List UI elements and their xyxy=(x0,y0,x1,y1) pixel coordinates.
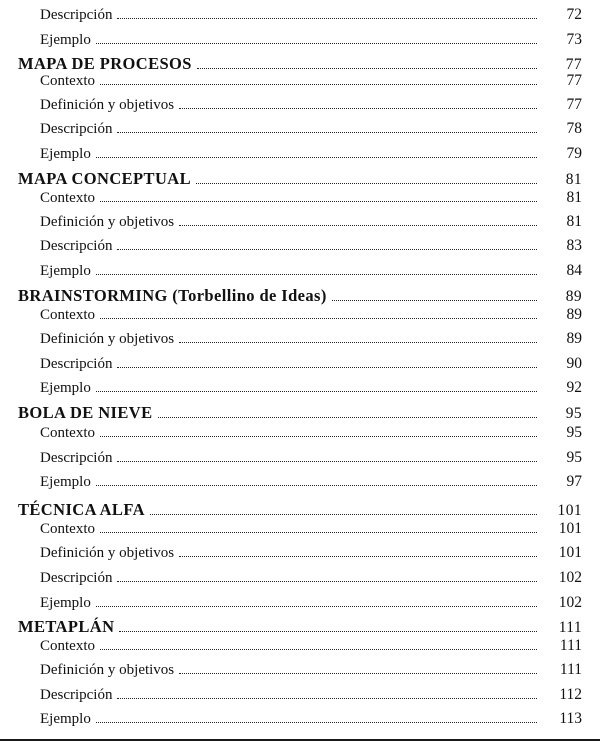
dot-leader xyxy=(117,581,537,582)
toc-entry-page: 102 xyxy=(558,594,582,611)
toc-entry xyxy=(40,120,582,142)
toc-entry-page: 90 xyxy=(566,355,582,372)
toc-entry xyxy=(40,637,582,659)
toc-entry-label: Definición y objetivos xyxy=(40,97,175,113)
dot-leader xyxy=(96,391,537,392)
dot-leader xyxy=(197,68,537,69)
toc-entry-label: Contexto xyxy=(40,425,95,441)
toc-entry-label: Ejemplo xyxy=(40,711,91,727)
toc-entry xyxy=(40,473,582,495)
dot-leader xyxy=(100,649,537,650)
toc-entry xyxy=(40,355,582,377)
toc-entry-page: 84 xyxy=(566,262,582,279)
toc-entry xyxy=(40,237,582,259)
toc-entry-page: 83 xyxy=(566,237,582,254)
dot-leader xyxy=(100,436,537,437)
dot-leader xyxy=(117,461,537,462)
toc-heading-label: BRAINSTORMING (Torbellino de Ideas) xyxy=(18,286,327,305)
toc-entry-page: 92 xyxy=(566,379,582,396)
toc-entry xyxy=(40,189,582,211)
toc-entry-page: 81 xyxy=(566,213,582,230)
toc-entry-page: 101 xyxy=(558,520,582,537)
dot-leader xyxy=(179,342,537,343)
toc-entry xyxy=(40,710,582,732)
toc-entry-page: 89 xyxy=(565,288,582,305)
dot-leader xyxy=(117,698,537,699)
toc-entry xyxy=(40,6,582,28)
toc-entry-label: Definición y objetivos xyxy=(40,662,175,678)
toc-entry-page: 101 xyxy=(558,544,582,561)
dot-leader xyxy=(96,157,537,158)
toc-entry xyxy=(40,544,582,566)
toc-entry-page: 81 xyxy=(565,171,582,188)
toc-heading-label: TÉCNICA ALFA xyxy=(18,500,145,519)
dot-leader xyxy=(96,606,537,607)
toc-entry-label: Definición y objetivos xyxy=(40,331,175,347)
toc-entry-page: 95 xyxy=(566,424,582,441)
toc-section-heading xyxy=(18,500,582,522)
toc-entry xyxy=(40,594,582,616)
bottom-rule xyxy=(0,739,600,741)
toc-entry-page: 101 xyxy=(557,502,582,519)
toc-entry-label: Ejemplo xyxy=(40,595,91,611)
dot-leader xyxy=(179,225,537,226)
toc-entry-label: Descripción xyxy=(40,238,113,254)
toc-entry xyxy=(40,661,582,683)
dot-leader xyxy=(96,722,537,723)
toc-entry xyxy=(40,145,582,167)
toc-entry xyxy=(40,379,582,401)
toc-entry-page: 95 xyxy=(566,449,582,466)
toc-entry-page: 77 xyxy=(566,96,582,113)
toc-heading-label: BOLA DE NIEVE xyxy=(18,403,153,422)
dot-leader xyxy=(119,631,537,632)
toc-section-heading xyxy=(18,286,582,308)
toc-entry-label: Contexto xyxy=(40,190,95,206)
toc-entry-page: 111 xyxy=(559,637,582,654)
toc-entry-label: Contexto xyxy=(40,307,95,323)
toc-entry-page: 112 xyxy=(559,686,582,703)
toc-entry xyxy=(40,262,582,284)
toc-entry-label: Ejemplo xyxy=(40,32,91,48)
toc-entry-page: 97 xyxy=(566,473,582,490)
dot-leader xyxy=(100,201,537,202)
toc-entry xyxy=(40,330,582,352)
toc-entry xyxy=(40,569,582,591)
toc-entry-page: 81 xyxy=(566,189,582,206)
toc-entry-page: 79 xyxy=(566,145,582,162)
toc-entry xyxy=(40,213,582,235)
dot-leader xyxy=(150,514,537,515)
dot-leader xyxy=(96,485,537,486)
toc-entry-page: 77 xyxy=(565,56,582,73)
dot-leader xyxy=(117,132,537,133)
dot-leader xyxy=(158,417,538,418)
toc-entry-page: 111 xyxy=(558,619,582,636)
toc-entry-label: Contexto xyxy=(40,638,95,654)
toc-entry-label: Descripción xyxy=(40,121,113,137)
toc-entry-label: Descripción xyxy=(40,356,113,372)
dot-leader xyxy=(100,318,537,319)
toc-entry-label: Contexto xyxy=(40,521,95,537)
toc-entry-page: 77 xyxy=(566,72,582,89)
toc-entry-label: Ejemplo xyxy=(40,380,91,396)
toc-entry xyxy=(40,72,582,94)
toc-heading-label: METAPLÁN xyxy=(18,617,115,636)
toc-entry-page: 89 xyxy=(566,306,582,323)
toc-entry-page: 73 xyxy=(566,31,582,48)
toc-heading-label: MAPA CONCEPTUAL xyxy=(18,169,191,188)
toc-entry xyxy=(40,96,582,118)
toc-entry-page: 78 xyxy=(566,120,582,137)
toc-entry-label: Contexto xyxy=(40,73,95,89)
dot-leader xyxy=(117,18,537,19)
toc-entry xyxy=(40,686,582,708)
toc-entry-page: 89 xyxy=(566,330,582,347)
toc-entry-page: 111 xyxy=(559,661,582,678)
toc-entry xyxy=(40,306,582,328)
toc-entry-label: Descripción xyxy=(40,687,113,703)
dot-leader xyxy=(179,673,537,674)
toc-section-heading xyxy=(18,169,582,191)
dot-leader xyxy=(100,532,537,533)
toc-section-heading xyxy=(18,403,582,425)
toc-entry xyxy=(40,520,582,542)
dot-leader xyxy=(179,556,537,557)
toc-entry-label: Ejemplo xyxy=(40,474,91,490)
dot-leader xyxy=(96,274,537,275)
toc-section-heading xyxy=(18,617,582,639)
toc-entry-page: 72 xyxy=(566,6,582,23)
toc-entry xyxy=(40,31,582,53)
toc-entry-label: Descripción xyxy=(40,450,113,466)
toc-entry-page: 95 xyxy=(565,405,582,422)
dot-leader xyxy=(117,249,537,250)
toc-entry-label: Definición y objetivos xyxy=(40,545,175,561)
dot-leader xyxy=(332,300,537,301)
toc-entry-label: Ejemplo xyxy=(40,263,91,279)
dot-leader xyxy=(196,183,537,184)
toc-entry-label: Definición y objetivos xyxy=(40,214,175,230)
dot-leader xyxy=(96,43,537,44)
toc-entry-label: Descripción xyxy=(40,7,113,23)
dot-leader xyxy=(117,367,537,368)
toc-heading-label: MAPA DE PROCESOS xyxy=(18,54,192,73)
dot-leader xyxy=(100,84,537,85)
toc-entry xyxy=(40,424,582,446)
toc-entry-page: 113 xyxy=(559,710,582,727)
toc-entry-label: Ejemplo xyxy=(40,146,91,162)
toc-entry xyxy=(40,449,582,471)
dot-leader xyxy=(179,108,537,109)
toc-entry-page: 102 xyxy=(558,569,582,586)
toc-entry-label: Descripción xyxy=(40,570,113,586)
